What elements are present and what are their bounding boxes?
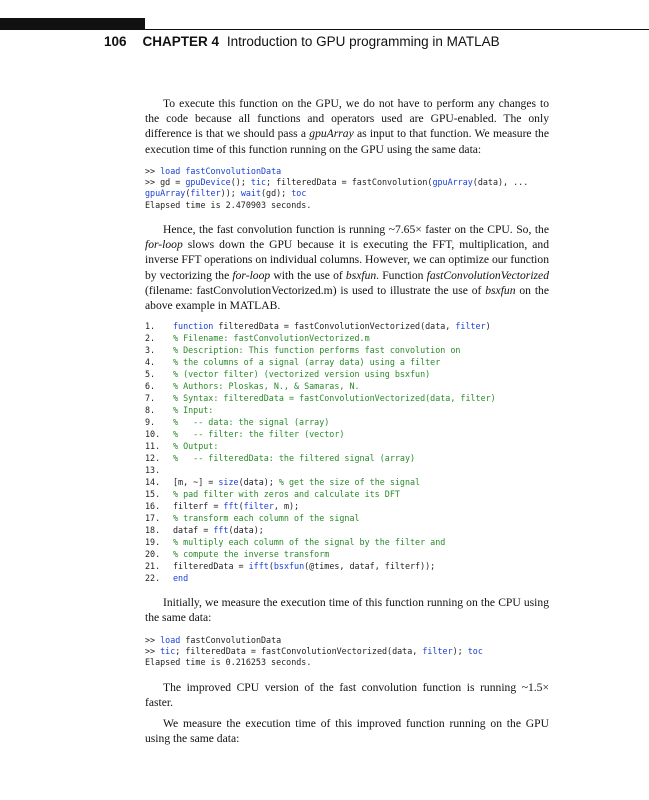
line-number: 4.	[145, 357, 156, 368]
para2-italic-1: for-loop	[145, 238, 183, 252]
code-keyword: size	[218, 477, 239, 488]
code-content	[173, 344, 460, 356]
code-comment: % multiply each column of the signal by the filter and	[173, 537, 446, 548]
line-number: 15.	[145, 489, 161, 500]
para5-text: We measure the execution time of this improved function running on the GPU using the same data:	[145, 716, 549, 746]
code-comment: % the columns of a signal (array data) using a filter	[173, 357, 441, 368]
code-line	[145, 380, 549, 392]
para2-text-5: (filename: fastConvolutionVectorized.m) is used to illustrate the use of	[145, 283, 486, 297]
line-number: 9.	[145, 417, 156, 428]
code-keyword: fft	[213, 525, 229, 536]
code-keyword: filter	[190, 188, 221, 199]
code-comment: % Filename: fastConvolutionVectorized.m	[173, 333, 370, 344]
line-number: 22.	[145, 573, 161, 584]
code-text: ));	[220, 188, 241, 199]
code-content	[173, 572, 188, 584]
para2-text-6: on the above example in MATLAB.	[145, 283, 549, 313]
code-content	[173, 488, 400, 500]
code-keyword: ifft	[248, 561, 269, 572]
code-line	[145, 512, 549, 524]
code-comment: % Authors: Ploskas, N., & Samaras, N.	[173, 381, 360, 392]
para2-text-3: with the use of	[270, 268, 346, 282]
code-keyword: gpuArray	[432, 177, 473, 188]
code-line	[145, 464, 549, 476]
para2-italic-4: fastConvolutionVectorized	[426, 268, 549, 282]
code-content	[173, 392, 496, 404]
code-text: dataf =	[173, 525, 214, 536]
code-keyword: toc	[291, 188, 307, 199]
paragraph-1	[145, 96, 549, 157]
code-content	[173, 452, 415, 464]
code-line	[145, 440, 549, 452]
code-content	[173, 428, 344, 440]
code-comment: % pad filter with zeros and calculate its DFT	[173, 489, 400, 500]
code-line	[145, 488, 549, 500]
code-listing-gpu-run	[145, 166, 549, 211]
code-content	[173, 500, 299, 512]
line-number: 8.	[145, 405, 156, 416]
para2-italic-3: bsxfun	[345, 268, 377, 282]
code-text: (data), ...	[472, 177, 529, 188]
code-content	[173, 560, 435, 572]
code-line	[145, 200, 549, 211]
para2-italic-2: for-loop	[232, 268, 271, 282]
code-keyword: fft	[223, 501, 239, 512]
paragraph-4	[145, 680, 549, 710]
code-line	[145, 452, 549, 464]
code-line	[145, 332, 549, 344]
code-listing-cpu-run	[145, 635, 549, 669]
code-line	[145, 635, 549, 646]
code-comment: % transform each column of the signal	[173, 513, 360, 524]
code-text: (	[268, 561, 274, 572]
code-line	[145, 657, 549, 668]
code-line	[145, 524, 549, 536]
code-line	[145, 428, 549, 440]
code-keyword: gpuDevice	[185, 177, 231, 188]
code-comment: % -- data: the signal (array)	[173, 417, 330, 428]
code-text: filterf =	[173, 501, 224, 512]
code-keyword: tic	[250, 177, 267, 188]
code-keyword: gpuArray	[145, 188, 186, 199]
code-content	[173, 440, 218, 452]
code-text: >>	[145, 634, 161, 645]
code-text: (	[185, 188, 191, 199]
code-text: filteredData = fastConvolutionVectorized(data,	[213, 321, 456, 332]
code-text: Elapsed time is 0.216253 seconds.	[145, 657, 312, 668]
line-number: 10.	[145, 429, 161, 440]
code-text: ();	[230, 177, 251, 188]
code-content	[173, 404, 213, 416]
line-number: 19.	[145, 537, 161, 548]
code-line	[145, 572, 549, 584]
line-number: 3.	[145, 345, 156, 356]
code-text: (gd);	[261, 188, 292, 199]
para3-text: Initially, we measure the execution time of this function running on the CPU using the same data:	[145, 596, 549, 625]
code-content	[173, 536, 445, 548]
para1-text-2: as input to that function. We measure the execution time of this function running on the GPU using the same data:	[145, 127, 549, 156]
code-content	[173, 512, 360, 524]
code-keyword: function	[173, 321, 214, 332]
code-comment: % -- filter: the filter (vector)	[173, 429, 345, 440]
code-text: fastConvolutionData	[180, 634, 282, 645]
code-content	[173, 332, 370, 344]
page-body	[145, 96, 549, 746]
code-text: , m);	[273, 501, 300, 512]
code-keyword: filter	[455, 321, 486, 332]
code-text: );	[452, 645, 468, 656]
code-content	[173, 320, 491, 332]
para2-text-1: Hence, the fast convolution function is running ~7.65× faster on the CPU. So, the	[163, 223, 549, 236]
code-line	[145, 548, 549, 560]
code-text: Elapsed time is 2.470903 seconds.	[145, 199, 312, 210]
page-number: 106	[104, 34, 127, 49]
code-text: >> gd =	[145, 177, 186, 188]
code-text: filteredData =	[173, 561, 249, 572]
code-line	[145, 404, 549, 416]
code-line	[145, 646, 549, 657]
code-comment: % get the size of the signal	[278, 477, 421, 488]
code-line	[145, 476, 549, 488]
code-content	[173, 548, 329, 560]
line-number: 6.	[145, 381, 156, 392]
header-bar	[0, 18, 145, 30]
code-keyword: toc	[467, 645, 483, 656]
code-text: [m, ~] =	[173, 477, 219, 488]
header-rule	[145, 29, 649, 30]
code-line	[145, 356, 549, 368]
para1-text-1: To execute this function on the GPU, we do not have to perform any changes to the code because all functions and operators used are GPU-enabled. The only difference is that we should pass a	[145, 97, 549, 141]
code-keyword: filter	[422, 645, 453, 656]
code-line	[145, 536, 549, 548]
code-keyword: tic	[160, 645, 176, 656]
paragraph-2	[145, 222, 549, 313]
code-comment: % Output:	[173, 441, 219, 452]
paragraph-5	[145, 716, 549, 746]
code-keyword: bsxfun	[273, 561, 305, 572]
code-listing-vectorized-function	[145, 320, 549, 584]
line-number: 1.	[145, 321, 156, 332]
code-content	[173, 380, 360, 392]
para1-italic-1: gpuArray	[309, 127, 354, 141]
chapter-title: Introduction to GPU programming in MATLAB	[226, 34, 500, 49]
code-content	[173, 524, 264, 536]
para2-text-2: slows down the GPU because it is executing the FFT, multiplication, and inverse FFT operations on individual columns. However, we can optimize our function by vectorizing the	[145, 238, 549, 282]
line-number: 21.	[145, 561, 161, 572]
code-keyword: load	[160, 634, 181, 645]
line-number: 16.	[145, 501, 161, 512]
code-text: (data);	[228, 525, 264, 536]
code-content	[173, 368, 430, 380]
code-keyword: load fastConvolutionData	[160, 165, 282, 176]
line-number: 2.	[145, 333, 156, 344]
para2-italic-5: bsxfun	[485, 283, 516, 297]
code-line	[145, 188, 549, 199]
code-keyword: wait	[240, 188, 261, 199]
para2-text-4: . Function	[376, 268, 427, 282]
code-keyword: filter	[243, 501, 274, 512]
code-keyword: end	[173, 573, 189, 584]
line-number: 14.	[145, 477, 161, 488]
code-text: ; filteredData = fastConvolution(	[266, 177, 433, 188]
line-number: 11.	[145, 441, 161, 452]
code-line	[145, 344, 549, 356]
code-text: )	[485, 321, 491, 332]
code-text: >>	[145, 165, 161, 176]
line-number: 13.	[145, 465, 161, 476]
running-header	[104, 34, 500, 49]
code-comment: % (vector filter) (vectorized version using bsxfun)	[173, 369, 431, 380]
line-number: 20.	[145, 549, 161, 560]
line-number: 12.	[145, 453, 161, 464]
para4-text: The improved CPU version of the fast convolution function is running ~1.5× faster.	[145, 680, 549, 709]
code-text: (	[238, 501, 244, 512]
code-line	[145, 392, 549, 404]
code-comment: % compute the inverse transform	[173, 549, 330, 560]
code-line	[145, 500, 549, 512]
code-text: ; filteredData = fastConvolutionVectorized(data,	[175, 645, 423, 656]
code-content	[173, 476, 420, 488]
code-content	[173, 356, 440, 368]
code-comment: % Syntax: filteredData = fastConvolutionVectorized(data, filter)	[173, 393, 496, 404]
code-line	[145, 368, 549, 380]
code-comment: % Description: This function performs fast convolution on	[173, 345, 461, 356]
code-line	[145, 416, 549, 428]
code-comment: % Input:	[173, 405, 214, 416]
line-number: 18.	[145, 525, 161, 536]
code-line	[145, 166, 549, 177]
code-text: (data);	[238, 477, 279, 488]
line-number: 7.	[145, 393, 156, 404]
code-text: >>	[145, 645, 161, 656]
code-content	[173, 416, 329, 428]
paragraph-3	[145, 595, 549, 625]
code-line	[145, 560, 549, 572]
code-comment: % -- filteredData: the filtered signal (array)	[173, 453, 416, 464]
code-line	[145, 320, 549, 332]
line-number: 5.	[145, 369, 156, 380]
code-line	[145, 177, 549, 188]
chapter-label: CHAPTER 4	[142, 34, 220, 49]
line-number: 17.	[145, 513, 161, 524]
code-text: (@times, dataf, filterf));	[304, 561, 436, 572]
